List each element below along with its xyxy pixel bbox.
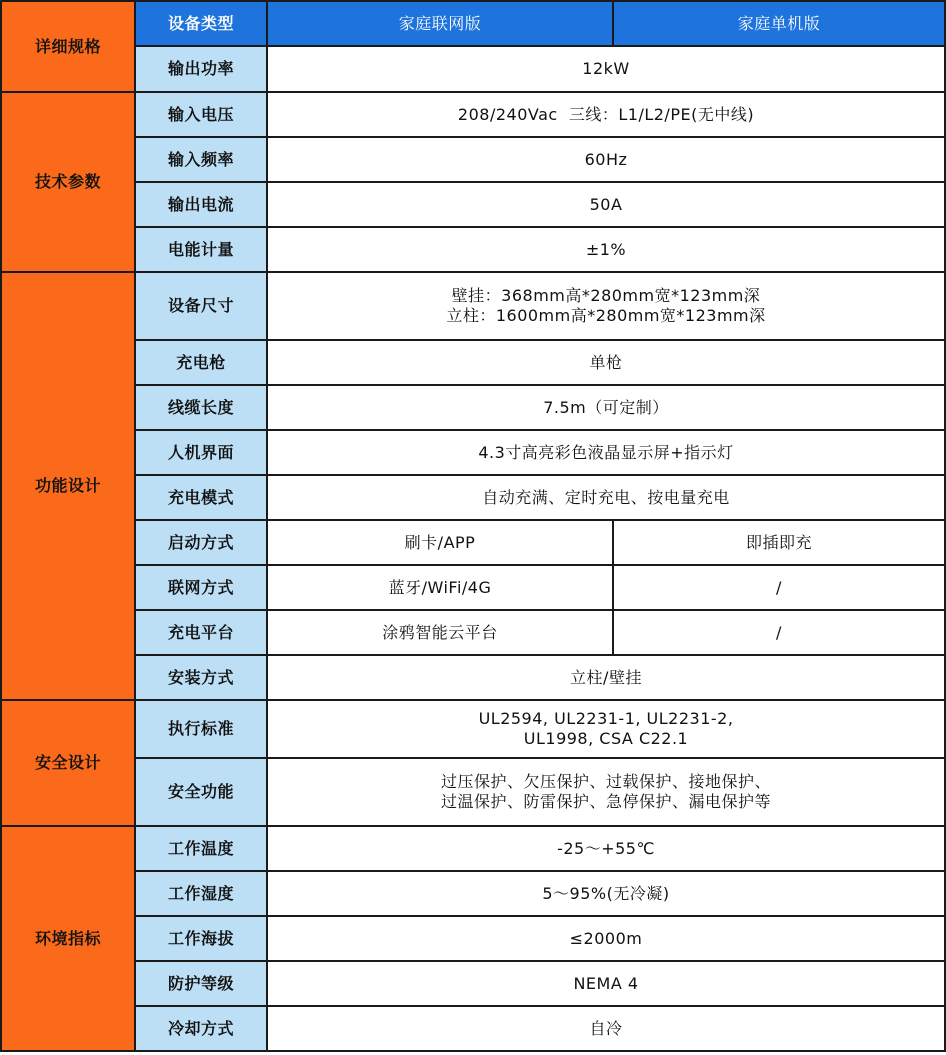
category-tech: 技术参数 <box>1 92 135 272</box>
label-network: 联网方式 <box>135 565 267 610</box>
value-altitude: ≤2000m <box>267 916 945 961</box>
row-start-method <box>1 520 945 565</box>
label-input-voltage: 输入电压 <box>135 92 267 137</box>
value-installation: 立柱/壁挂 <box>267 655 945 700</box>
label-metering: 电能计量 <box>135 227 267 272</box>
standards-line-1: UL2594, UL2231-1, UL2231-2, <box>478 709 734 728</box>
value-output-power: 12kW <box>267 46 945 92</box>
label-installation: 安装方式 <box>135 655 267 700</box>
value-charging-mode: 自动充满、定时充电、按电量充电 <box>267 475 945 520</box>
row-platform <box>1 610 945 655</box>
row-operating-temp <box>1 826 945 871</box>
label-cable-length: 线缆长度 <box>135 385 267 430</box>
label-standards: 执行标准 <box>135 700 267 758</box>
row-protection-level <box>1 961 945 1006</box>
row-installation <box>1 655 945 700</box>
safety-functions-line-1: 过压保护、欠压保护、过载保护、接地保护、 <box>440 772 771 791</box>
dimensions-pedestal: 立柱：1600mm高*280mm宽*123mm深 <box>446 306 766 325</box>
row-input-voltage <box>1 92 945 137</box>
row-operating-humidity <box>1 871 945 916</box>
category-safety: 安全设计 <box>1 700 135 826</box>
label-output-current: 输出电流 <box>135 182 267 227</box>
value-output-current: 50A <box>267 182 945 227</box>
header-standalone-version: 家庭单机版 <box>613 1 945 46</box>
value-hmi: 4.3寸高亮彩色液晶显示屏+指示灯 <box>267 430 945 475</box>
value-operating-temp: -25～+55℃ <box>267 826 945 871</box>
value-network-networked: 蓝牙/WiFi/4G <box>267 565 613 610</box>
value-charging-gun: 单枪 <box>267 340 945 385</box>
value-network-standalone: / <box>613 565 945 610</box>
value-cable-length: 7.5m（可定制） <box>267 385 945 430</box>
row-output-power <box>1 46 945 92</box>
value-platform-networked: 涂鸦智能云平台 <box>267 610 613 655</box>
label-protection-level: 防护等级 <box>135 961 267 1006</box>
label-start-method: 启动方式 <box>135 520 267 565</box>
category-specs: 详细规格 <box>1 1 135 92</box>
row-charging-gun <box>1 340 945 385</box>
value-input-voltage: 208/240Vac 三线：L1/L2/PE(无中线) <box>267 92 945 137</box>
row-metering <box>1 227 945 272</box>
label-safety-functions: 安全功能 <box>135 758 267 826</box>
label-cooling: 冷却方式 <box>135 1006 267 1051</box>
row-safety-functions <box>1 758 945 826</box>
category-environment: 环境指标 <box>1 826 135 1051</box>
row-output-current <box>1 182 945 227</box>
label-platform: 充电平台 <box>135 610 267 655</box>
value-start-method-standalone: 即插即充 <box>613 520 945 565</box>
value-protection-level: NEMA 4 <box>267 961 945 1006</box>
header-device-type: 设备类型 <box>135 1 267 46</box>
label-charging-mode: 充电模式 <box>135 475 267 520</box>
label-charging-gun: 充电枪 <box>135 340 267 385</box>
header-row <box>1 1 945 46</box>
row-network <box>1 565 945 610</box>
row-cooling <box>1 1006 945 1051</box>
row-cable-length <box>1 385 945 430</box>
value-input-frequency: 60Hz <box>267 137 945 182</box>
value-safety-functions <box>267 758 945 826</box>
standards-line-2: UL1998, CSA C22.1 <box>523 729 689 748</box>
row-input-frequency <box>1 137 945 182</box>
row-dimensions <box>1 272 945 340</box>
safety-functions-line-2: 过温保护、防雷保护、急停保护、漏电保护等 <box>440 792 771 811</box>
label-dimensions: 设备尺寸 <box>135 272 267 340</box>
row-hmi <box>1 430 945 475</box>
value-cooling: 自冷 <box>267 1006 945 1051</box>
value-dimensions <box>267 272 945 340</box>
value-platform-standalone: / <box>613 610 945 655</box>
value-metering: ±1% <box>267 227 945 272</box>
label-input-frequency: 输入频率 <box>135 137 267 182</box>
row-charging-mode <box>1 475 945 520</box>
label-altitude: 工作海拔 <box>135 916 267 961</box>
label-operating-temp: 工作温度 <box>135 826 267 871</box>
dimensions-wall-mount: 壁挂：368mm高*280mm宽*123mm深 <box>451 286 761 305</box>
value-standards <box>267 700 945 758</box>
value-start-method-networked: 刷卡/APP <box>267 520 613 565</box>
label-operating-humidity: 工作湿度 <box>135 871 267 916</box>
row-altitude <box>1 916 945 961</box>
label-hmi: 人机界面 <box>135 430 267 475</box>
label-output-power: 输出功率 <box>135 46 267 92</box>
value-operating-humidity: 5～95%(无冷凝) <box>267 871 945 916</box>
row-standards <box>1 700 945 758</box>
header-networked-version: 家庭联网版 <box>267 1 613 46</box>
category-function: 功能设计 <box>1 272 135 700</box>
